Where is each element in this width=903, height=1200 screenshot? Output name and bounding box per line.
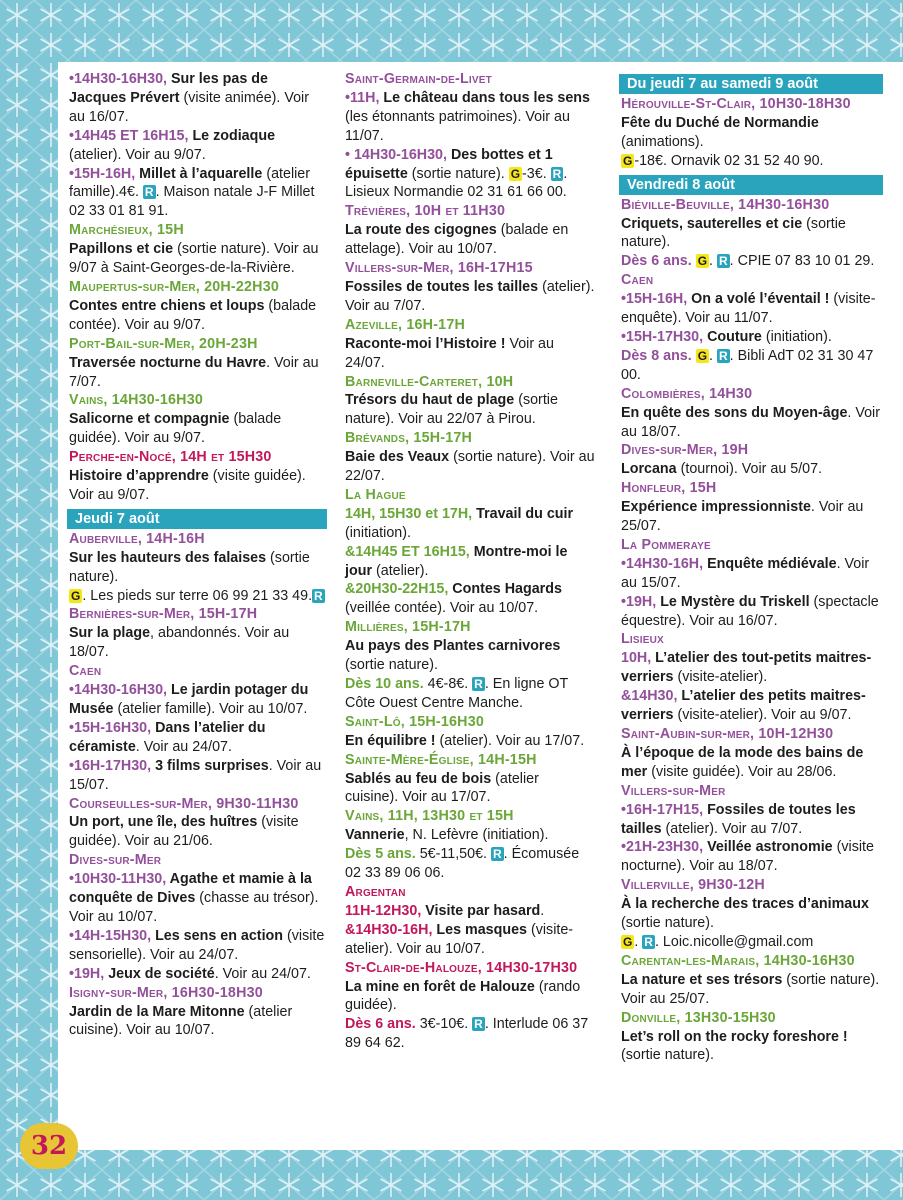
event-details: (atelier). Voir au 7/07. xyxy=(661,820,803,837)
event-time: •10H30-11H30, xyxy=(69,871,170,888)
location-heading: Isigny-sur-Mer, 16H30-18H30 xyxy=(69,984,263,1001)
reservation-badge: R xyxy=(474,677,483,691)
event-title: Fête du Duché de Normandie xyxy=(621,114,819,131)
event-title: Sur la plage xyxy=(69,625,151,642)
event-title: Visite par hasard xyxy=(425,902,541,919)
location-heading: Perche-en-Nocé, 14H et 15H30 xyxy=(69,449,272,466)
event-time: &20H30-22H15, xyxy=(345,581,453,598)
event-entry xyxy=(621,290,883,328)
location-heading: Dives-sur-Mer xyxy=(69,852,162,869)
event-details: (atelier cuisine). Voir au 10/07. xyxy=(69,1003,293,1039)
event-entry xyxy=(69,587,327,606)
column-1 xyxy=(69,70,327,1040)
event-details: (spectacle équestre). Voir au 16/07. xyxy=(621,593,879,629)
location-heading: Villerville, 9H30-12H xyxy=(621,877,765,894)
event-title: Contes Hagards xyxy=(452,581,562,598)
event-details: . Interlude 06 37 89 64 62. xyxy=(345,1016,589,1052)
event-time: •21H-23H30, xyxy=(621,839,708,856)
event-title: Baie des Veaux xyxy=(345,449,450,466)
event-time: •19H, xyxy=(69,965,109,982)
event-time: &14H30, xyxy=(621,688,682,705)
event-details: (balade contée). Voir au 9/07. xyxy=(69,297,317,333)
event-entry xyxy=(69,467,327,505)
event-details: (balade en attelage). Voir au 10/07. xyxy=(345,222,569,258)
event-title: Sablés au feu de bois xyxy=(345,770,492,787)
event-entry xyxy=(345,732,595,751)
event-title: Sur les pas de Jacques Prévert xyxy=(69,71,268,106)
event-entry xyxy=(345,335,595,373)
event-entry xyxy=(345,543,595,581)
event-details: (sortie nature). Voir au 9/07 à Saint-Georges-de-la-Rivière. xyxy=(69,241,319,277)
event-time: 10H, xyxy=(621,650,656,667)
event-details: . Maison natale J-F Millet 02 33 01 81 91. xyxy=(69,184,315,220)
event-title: Dans l’atelier du céramiste xyxy=(69,719,266,755)
event-entry xyxy=(345,448,595,486)
event-details: (initiation). xyxy=(345,524,411,541)
event-entry xyxy=(69,240,327,278)
event-details: -3€. xyxy=(522,165,551,182)
event-entry xyxy=(345,637,595,675)
event-entry xyxy=(621,215,883,253)
event-title: Salicorne et compagnie xyxy=(69,411,230,428)
event-entry xyxy=(69,927,327,965)
event-time: •15H-16H, xyxy=(621,291,692,308)
event-entry xyxy=(69,1003,327,1041)
event-details: . Bibli AdT 02 31 30 47 00. xyxy=(621,347,874,383)
event-details: . xyxy=(634,933,643,950)
free-badge: G xyxy=(623,153,633,168)
event-details: (visite-enquête). Voir au 11/07. xyxy=(621,291,876,327)
event-time: 11H-12H30, xyxy=(345,902,426,919)
event-details: (visite guidée). Voir au 21/06. xyxy=(69,814,299,850)
event-entry xyxy=(69,870,327,927)
event-details: (balade guidée). Voir au 9/07. xyxy=(69,411,282,447)
event-time: Dès 8 ans. xyxy=(621,347,696,364)
event-details: (initiation). xyxy=(761,328,832,345)
event-title: Jardin de la Mare Mitonne xyxy=(69,1003,245,1020)
event-entry xyxy=(621,933,883,952)
event-details: (tournoi). Voir au 5/07. xyxy=(676,461,823,478)
event-entry xyxy=(621,347,883,385)
event-details: (sortie nature). xyxy=(621,1047,714,1064)
location-heading: Dives-sur-Mer, 19H xyxy=(621,442,749,459)
location-heading: Port-Bail-sur-Mer, 20H-23H xyxy=(69,335,258,352)
event-title: Expérience impressionniste xyxy=(621,499,811,516)
event-details: 5€-11,50€. xyxy=(419,846,491,863)
event-details: (atelier). Voir au 9/07. xyxy=(69,146,206,163)
date-header: Vendredi 8 août xyxy=(619,175,883,195)
location-heading: Sainte-Mère-Église, 14H-15H xyxy=(345,751,537,768)
location-heading: Donville, 13H30-15H30 xyxy=(621,1009,776,1026)
reservation-badge: R xyxy=(719,254,728,269)
column-2 xyxy=(345,70,595,1053)
event-entry xyxy=(345,580,595,618)
event-entry xyxy=(69,549,327,587)
event-entry xyxy=(621,460,883,479)
event-title: Les sens en action xyxy=(155,927,284,944)
event-entry xyxy=(345,505,595,543)
event-details: (atelier famille). Voir au 10/07. xyxy=(113,701,308,717)
event-title: Travail du cuir xyxy=(476,505,574,522)
event-details: (visite guidée). Voir au 28/06. xyxy=(647,763,837,780)
event-details: (visite animée). Voir au 16/07. xyxy=(69,89,309,125)
event-details: (atelier cuisine). Voir au 17/07. xyxy=(345,770,539,806)
event-title: Agathe et mamie à la conquête de Dives xyxy=(69,871,312,907)
location-heading: Maupertus-sur-Mer, 20H-22H30 xyxy=(69,278,280,295)
event-entry xyxy=(621,555,883,593)
event-details: . xyxy=(709,253,717,270)
event-entry xyxy=(621,801,883,839)
event-details: . xyxy=(540,902,545,919)
event-time: •19H, xyxy=(621,593,661,610)
event-entry xyxy=(69,624,327,662)
event-title: Millet à l’aquarelle xyxy=(139,165,263,182)
event-entry xyxy=(69,297,327,335)
event-entry xyxy=(345,391,595,429)
event-details: (sortie nature). xyxy=(407,165,509,182)
event-title: À la recherche des traces d’animaux xyxy=(621,896,869,913)
event-entry xyxy=(621,593,883,631)
event-details: (atelier). Voir au 17/07. xyxy=(435,732,585,749)
event-details: (visite nocturne). Voir au 18/07. xyxy=(621,839,874,875)
event-entry xyxy=(621,328,883,347)
event-entry xyxy=(621,404,883,442)
event-time: •16H-17H30, xyxy=(69,757,156,774)
location-heading: St-Clair-de-Halouze, 14H30-17H30 xyxy=(345,959,578,976)
event-details: Voir au 24/07. xyxy=(345,335,554,371)
location-heading: Hérouville-St-Clair, 10H30-18H30 xyxy=(621,96,851,112)
event-details: 4€-8€. xyxy=(427,676,473,692)
event-title: En équilibre ! xyxy=(345,732,436,749)
event-entry xyxy=(69,127,327,165)
event-time: •14H45 ET 16H15, xyxy=(69,127,193,144)
location-heading: Bernières-sur-Mer, 15H-17H xyxy=(69,606,258,623)
event-entry xyxy=(345,770,595,808)
page-content xyxy=(58,62,903,1150)
event-title: L’atelier des petits maitres-verriers xyxy=(621,688,866,724)
location-heading: Saint-Aubin-sur-mer, 10H-12H30 xyxy=(621,726,834,742)
event-details: . Voir au 7/07. xyxy=(69,354,319,390)
event-time: &14H30-16H, xyxy=(345,921,437,938)
event-entry xyxy=(69,813,327,851)
event-time: Dès 5 ans. xyxy=(345,846,420,863)
location-heading: Caen xyxy=(621,272,654,289)
event-entry xyxy=(345,826,595,845)
event-details: , N. Lefèvre (initiation). xyxy=(404,827,549,844)
event-title: Au pays des Plantes carnivores xyxy=(345,638,561,655)
location-heading: Villers-sur-Mer, 16H-17H15 xyxy=(345,260,533,277)
free-badge: G xyxy=(697,348,708,363)
location-heading: Vains, 11H, 13H30 et 15H xyxy=(345,808,514,825)
event-title: Le château dans tous les sens xyxy=(383,89,590,106)
location-heading: Barneville-Carteret, 10H xyxy=(345,373,514,390)
event-entry xyxy=(69,719,327,757)
location-heading: Marchésieux, 15H xyxy=(69,222,184,239)
event-time: •14H-15H30, xyxy=(69,927,156,944)
reservation-badge: R xyxy=(474,1017,483,1032)
event-time: •11H, xyxy=(345,89,384,106)
reservation-badge: R xyxy=(552,166,562,181)
location-heading: Lisieux xyxy=(621,631,664,648)
location-heading: Villers-sur-Mer xyxy=(621,782,726,799)
location-heading: Trévières, 10H et 11H30 xyxy=(345,203,506,220)
event-details: (sortie nature). Voir au 22/07 à Pirou. xyxy=(345,392,558,428)
event-details: . xyxy=(709,347,717,364)
location-heading: Courseulles-sur-Mer, 9H30-11H30 xyxy=(69,795,299,812)
event-time: •16H-17H15, xyxy=(621,801,708,818)
free-badge: G xyxy=(71,588,81,603)
event-entry xyxy=(621,687,883,725)
event-details: (visite-atelier). Voir au 9/07. xyxy=(673,707,852,724)
event-details: . Voir au 15/07. xyxy=(621,555,870,591)
event-entry xyxy=(345,902,595,921)
event-title: Fossiles de toutes les tailles xyxy=(621,801,856,837)
event-title: Fossiles de toutes les tailles xyxy=(345,278,539,295)
event-title: Les masques xyxy=(436,921,527,938)
location-heading: Biéville-Beuville, 14H30-16H30 xyxy=(621,196,830,213)
event-title: Trésors du haut de plage xyxy=(345,392,515,409)
location-heading: La Hague xyxy=(345,486,406,503)
reservation-badge: R xyxy=(719,348,728,363)
event-time: Dès 6 ans. xyxy=(621,253,696,270)
event-title: Jeux de société xyxy=(108,965,215,982)
event-time: •14H30-16H30, xyxy=(69,71,171,87)
column-3 xyxy=(621,70,883,1065)
event-time: Dès 6 ans. xyxy=(345,1016,420,1033)
event-title: Montre-moi le jour xyxy=(345,543,568,579)
location-heading: Vains, 14H30-16H30 xyxy=(69,392,203,409)
event-details: (visite-atelier). xyxy=(673,669,768,686)
event-details: (sortie nature). xyxy=(69,549,310,585)
event-entry xyxy=(345,146,595,203)
location-heading: Auberville, 14H-16H xyxy=(69,530,205,547)
event-details: . Voir au 18/07. xyxy=(621,404,880,440)
event-details: (chasse au trésor). Voir au 10/07. xyxy=(69,890,319,925)
location-heading: Azeville, 16H-17H xyxy=(345,316,465,333)
location-heading: Brévands, 15H-17H xyxy=(345,430,473,447)
event-title: Criquets, sauterelles et cie xyxy=(621,215,803,232)
event-title: Le Mystère du Triskell xyxy=(660,593,810,610)
event-entry xyxy=(69,165,327,222)
event-details: . Écomusée 02 33 89 06 06. xyxy=(345,846,580,882)
event-entry xyxy=(345,921,595,959)
event-title: Le zodiaque xyxy=(192,127,276,144)
event-entry xyxy=(345,845,595,883)
event-title: Sur les hauteurs des falaises xyxy=(69,549,267,566)
free-badge: G xyxy=(510,166,521,181)
event-time: •14H30-16H, xyxy=(621,555,708,572)
event-details: . Voir au 25/07. xyxy=(621,499,864,535)
event-entry xyxy=(621,252,883,271)
event-time: •14H30-16H30, xyxy=(69,682,171,699)
event-details: . Loic.nicolle@gmail.com xyxy=(654,933,814,950)
event-entry xyxy=(621,649,883,687)
event-details: (sortie nature). Voir au 22/07. xyxy=(345,449,595,485)
event-details: (sortie nature). xyxy=(621,215,846,251)
event-entry xyxy=(69,757,327,795)
event-entry xyxy=(69,681,327,719)
event-title: 3 films surprises xyxy=(155,757,269,774)
date-header: Jeudi 7 août xyxy=(67,509,327,529)
event-entry xyxy=(345,1015,595,1053)
event-entry xyxy=(621,838,883,876)
event-details: . Voir au 24/07. xyxy=(135,738,232,755)
free-badge: G xyxy=(697,254,708,269)
location-heading: Caen xyxy=(69,663,102,680)
event-entry xyxy=(621,1028,883,1066)
event-details: . En ligne OT Côte Ouest Centre Manche. xyxy=(345,676,569,711)
event-entry xyxy=(345,978,595,1016)
event-details: (rando guidée). xyxy=(345,978,581,1014)
location-heading: Saint-Lô, 15H-16H30 xyxy=(345,713,485,730)
event-time: &14H45 ET 16H15, xyxy=(345,543,474,560)
event-title: Traversée nocturne du Havre xyxy=(69,354,267,371)
event-title: On a volé l’éventail ! xyxy=(691,291,830,308)
reservation-badge: R xyxy=(644,934,653,949)
event-title: Enquête médiévale xyxy=(707,555,837,572)
event-title: À l’époque de la mode des bains de mer xyxy=(621,744,864,780)
event-time: •15H-17H30, xyxy=(621,328,708,345)
event-title: Couture xyxy=(707,328,762,345)
event-title: Histoire d’apprendre xyxy=(69,468,209,485)
page-number: 32 xyxy=(20,1123,78,1169)
event-details: , abandonnés. Voir au 18/07. xyxy=(69,625,290,661)
event-details: (visite sensorielle). Voir au 24/07. xyxy=(69,927,325,963)
event-details: (les étonnants patrimoines). Voir au 11/07. xyxy=(345,108,570,144)
event-entry xyxy=(345,221,595,259)
location-heading: La Pommeraye xyxy=(621,536,711,553)
event-details: (atelier). xyxy=(372,562,429,579)
event-title: Des bottes et 1 épuisette xyxy=(345,146,553,182)
event-details: -18€. Ornavik 02 31 52 40 90. xyxy=(634,152,824,169)
event-title: Raconte-moi l’Histoire ! xyxy=(345,335,506,352)
event-time: 14H, 15H30 et 17H, xyxy=(345,505,477,522)
event-title: La nature et ses trésors xyxy=(621,971,783,988)
event-details: . Les pieds sur terre 06 99 21 33 49. xyxy=(82,587,313,604)
reservation-badge: R xyxy=(492,847,502,862)
location-heading: Honfleur, 15H xyxy=(621,480,717,497)
event-details: (visite guidée). Voir au 9/07. xyxy=(69,468,306,503)
event-details: 3€-10€. xyxy=(419,1016,473,1033)
event-title: Vannerie xyxy=(345,827,405,844)
event-time: Dès 10 ans. xyxy=(345,676,428,692)
event-title: Contes entre chiens et loups xyxy=(69,297,265,314)
event-entry xyxy=(621,114,883,152)
event-details: . Lisieux Normandie 02 31 61 66 00. xyxy=(345,165,568,201)
event-entry xyxy=(345,278,595,316)
event-details: (atelier). Voir au 7/07. xyxy=(345,278,595,314)
event-title: Veillée astronomie xyxy=(707,839,833,856)
date-header: Du jeudi 7 au samedi 9 août xyxy=(619,74,883,94)
event-entry xyxy=(345,675,595,713)
event-time: •15H-16H30, xyxy=(69,719,156,736)
event-entry xyxy=(345,89,595,146)
event-title: Papillons et cie xyxy=(69,241,174,258)
event-entry xyxy=(621,971,883,1009)
event-details: (sortie nature). xyxy=(621,915,714,932)
event-title: Un port, une île, des huîtres xyxy=(69,814,258,831)
location-heading: Carentan-les-Marais, 14H30-16H30 xyxy=(621,952,855,969)
event-time: •15H-16H, xyxy=(69,165,140,182)
event-details: (sortie nature). xyxy=(345,657,438,674)
location-heading: Argentan xyxy=(345,883,406,900)
event-details: . Voir au 15/07. xyxy=(69,757,322,793)
event-title: Lorcana xyxy=(621,461,677,478)
event-details: . CPIE 07 83 10 01 29. xyxy=(729,253,875,270)
location-heading: Colombières, 14H30 xyxy=(621,385,753,402)
event-details: (animations). xyxy=(621,133,704,150)
reservation-badge: R xyxy=(144,185,154,200)
event-title: Let’s roll on the rocky foreshore ! xyxy=(621,1028,848,1045)
event-details: (veillée contée). Voir au 10/07. xyxy=(345,600,539,617)
location-heading: Millières, 15H-17H xyxy=(345,619,471,636)
event-entry xyxy=(621,498,883,536)
event-entry xyxy=(621,895,883,933)
event-entry xyxy=(69,410,327,448)
event-entry xyxy=(621,744,883,782)
event-entry xyxy=(69,70,327,127)
event-details: (sortie nature). Voir au 25/07. xyxy=(621,971,880,1007)
event-details: . Voir au 24/07. xyxy=(214,965,311,982)
event-details: (atelier famille).4€. xyxy=(69,165,311,201)
event-time: • 14H30-16H30, xyxy=(345,146,451,163)
event-details: (visite-atelier). Voir au 10/07. xyxy=(345,921,574,957)
event-entry xyxy=(69,965,327,984)
location-heading: Saint-Germain-de-Livet xyxy=(345,71,492,87)
event-title: La route des cigognes xyxy=(345,222,497,239)
reservation-badge: R xyxy=(314,588,323,603)
event-title: L’atelier des tout-petits maitres-verriers xyxy=(621,650,872,686)
event-title: Le jardin potager du Musée xyxy=(69,682,309,717)
free-badge: G xyxy=(623,934,633,949)
event-title: La mine en forêt de Halouze xyxy=(345,978,535,995)
event-title: En quête des sons du Moyen-âge xyxy=(621,404,848,421)
event-entry xyxy=(69,354,327,392)
event-entry xyxy=(621,152,883,171)
